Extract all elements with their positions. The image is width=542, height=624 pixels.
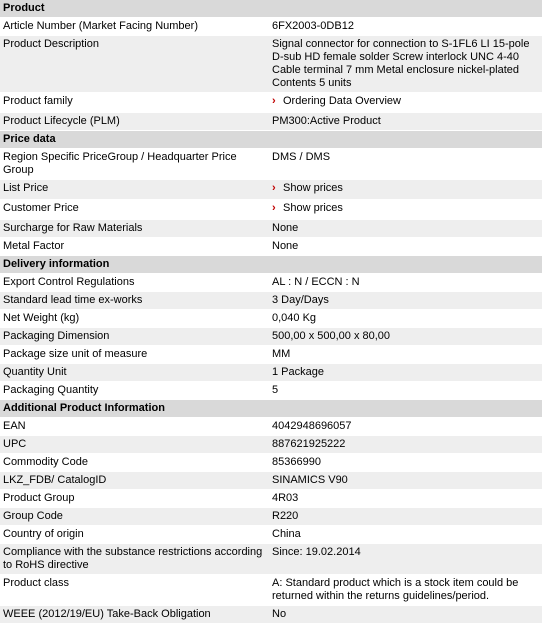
row-label: Group Code [3, 510, 63, 522]
row-value: 85366990 [272, 456, 321, 468]
table-row [0, 544, 542, 575]
row-label: Product family [3, 95, 73, 107]
chevron-right-icon: › [272, 182, 276, 194]
row-label: Package size unit of measure [3, 348, 148, 360]
row-value: 4R03 [272, 492, 299, 504]
row-label: Standard lead time ex-works [3, 294, 143, 306]
row-value: AL : N / ECCN : N [272, 276, 360, 288]
row-label: Product Description [3, 38, 99, 50]
table-row [0, 113, 542, 131]
table-row [0, 200, 542, 220]
row-label: Compliance with the substance restrictions according to RoHS directive [3, 546, 263, 571]
row-label: Customer Price [3, 202, 79, 214]
row-label: Packaging Dimension [3, 330, 110, 342]
row-label: Product class [3, 577, 70, 589]
table-row [0, 508, 542, 526]
row-value: DMS / DMS [272, 151, 331, 163]
table-row [0, 238, 542, 256]
table-row [0, 328, 542, 346]
row-label: UPC [3, 438, 27, 450]
row-label: EAN [3, 420, 26, 432]
row-label: Surcharge for Raw Materials [3, 222, 143, 234]
row-value: SINAMICS V90 [272, 474, 348, 486]
table-row [0, 292, 542, 310]
section-header-product: Product [0, 0, 542, 18]
row-label: Quantity Unit [3, 366, 67, 378]
table-row [0, 606, 542, 624]
table-row [0, 36, 542, 93]
section-header-additional-product-information: Additional Product Information [0, 400, 542, 418]
chevron-right-icon: › [272, 95, 276, 107]
row-label: WEEE (2012/19/EU) Take-Back Obligation [3, 608, 211, 620]
row-label: Metal Factor [3, 240, 65, 252]
row-value: 0,040 Kg [272, 312, 317, 324]
row-value: Signal connector for connection to S-1FL6 LI 15-pole D-sub HD female solder Screw interlock UNC 4-40 Cable terminal 7 mm Metal enclosure nickel-plated Contents 5 units [272, 38, 530, 89]
row-value: 6FX2003-0DB12 [272, 20, 354, 32]
link-text[interactable]: Ordering Data Overview [283, 95, 401, 107]
row-label: LKZ_FDB/ CatalogID [3, 474, 107, 486]
row-label: Export Control Regulations [3, 276, 135, 288]
table-row [0, 346, 542, 364]
table-row [0, 490, 542, 508]
row-label: Article Number (Market Facing Number) [3, 20, 198, 32]
link-text[interactable]: Show prices [283, 182, 343, 194]
row-label: Packaging Quantity [3, 384, 99, 396]
section-header-price-data: Price data [0, 131, 542, 149]
table-row [0, 436, 542, 454]
row-value: None [272, 222, 299, 234]
row-value: None [272, 240, 299, 252]
chevron-right-icon: › [272, 202, 276, 214]
row-value: 887621925222 [272, 438, 346, 450]
table-row [0, 274, 542, 292]
row-value-link[interactable] [266, 200, 542, 219]
table-row [0, 93, 542, 113]
table-row [0, 180, 542, 200]
row-label: Commodity Code [3, 456, 88, 468]
row-value: China [272, 528, 301, 540]
row-label: Region Specific PriceGroup / Headquarter Price Group [3, 151, 237, 176]
table-row [0, 149, 542, 180]
row-value: A: Standard product which is a stock item could be returned within the returns guidelines/period. [272, 577, 519, 602]
table-row [0, 220, 542, 238]
row-value: PM300:Active Product [272, 115, 381, 127]
row-label: Country of origin [3, 528, 84, 540]
row-value-link[interactable] [266, 93, 542, 112]
row-value: 1 Package [272, 366, 324, 378]
row-value: MM [272, 348, 291, 360]
table-row [0, 382, 542, 400]
table-row [0, 364, 542, 382]
table-row [0, 310, 542, 328]
table-row [0, 454, 542, 472]
row-value-link[interactable] [266, 180, 542, 199]
row-value: No [272, 608, 287, 620]
section-header-delivery-information: Delivery information [0, 256, 542, 274]
row-label: List Price [3, 182, 49, 194]
table-row [0, 472, 542, 490]
table-row [0, 18, 542, 36]
row-value: 3 Day/Days [272, 294, 329, 306]
row-value: R220 [272, 510, 299, 522]
row-label: Product Lifecycle (PLM) [3, 115, 120, 127]
table-row [0, 418, 542, 436]
table-row [0, 526, 542, 544]
row-label: Product Group [3, 492, 75, 504]
row-value: 500,00 x 500,00 x 80,00 [272, 330, 391, 342]
row-value: 4042948696057 [272, 420, 352, 432]
row-value: Since: 19.02.2014 [272, 546, 361, 558]
link-text[interactable]: Show prices [283, 202, 343, 214]
table-row [0, 575, 542, 606]
row-value: 5 [272, 384, 279, 396]
row-label: Net Weight (kg) [3, 312, 80, 324]
